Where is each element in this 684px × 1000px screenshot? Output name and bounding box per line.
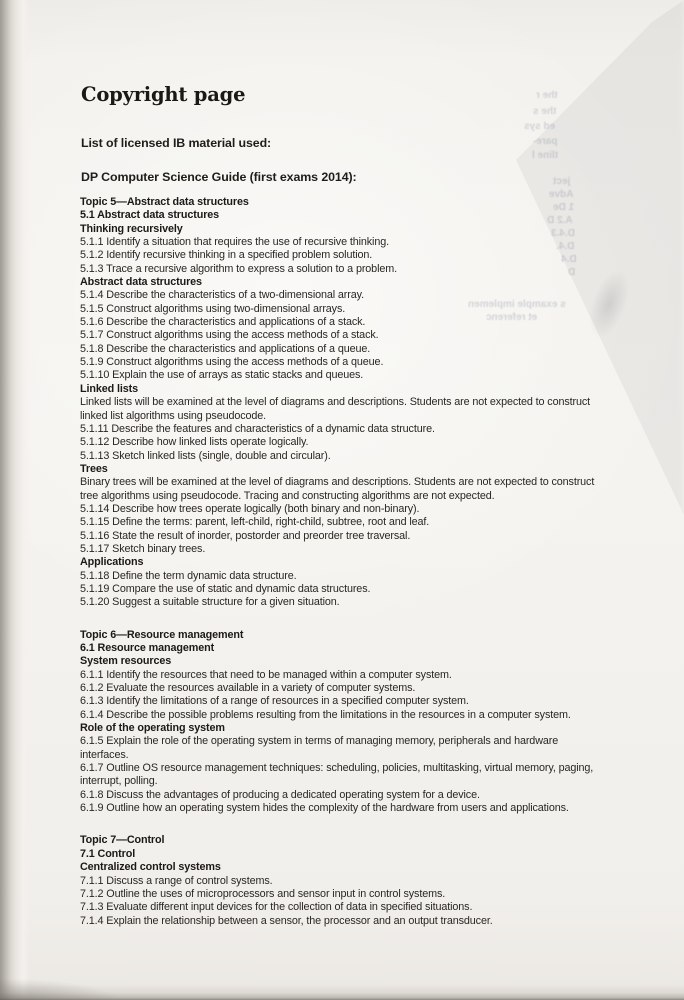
- document-line: 5.1.11 Describe the features and characteristics of a dynamic data structure.: [80, 422, 435, 435]
- bleedthrough-text: the s: [533, 106, 557, 117]
- row-gap: [80, 610, 680, 629]
- document-line: 5.1.15 Define the terms: parent, left-child, right-child, subtree, root and leaf.: [80, 516, 430, 529]
- document-line: 5.1.10 Explain the use of arrays as static stacks and queues.: [80, 369, 364, 382]
- document-line: 5.1.3 Trace a recursive algorithm to express a solution to a problem.: [80, 262, 397, 275]
- document-line: tree algorithms using pseudocode. Tracing and constructing algorithms are not expected.: [80, 489, 495, 502]
- document-line: 5.1.18 Define the term dynamic data structure.: [80, 569, 297, 582]
- document-line: 5.1.5 Construct algorithms using two-dimensional arrays.: [80, 302, 346, 315]
- document-line: Topic 6—Resource management: [80, 628, 244, 641]
- document-line: Binary trees will be examined at the level of diagrams and descriptions. Students are not expected to construct: [80, 476, 595, 489]
- document-line: 6.1.1 Identify the resources that need to be managed within a computer system.: [80, 668, 452, 681]
- document-line: 6.1.4 Describe the possible problems resulting from the limitations in the resources in a computer system.: [80, 708, 571, 721]
- document-line: 7.1.2 Outline the uses of microprocessors and sensor input in control systems.: [80, 887, 446, 900]
- document-line: Linked lists will be examined at the level of diagrams and descriptions. Students are not expected to construct: [80, 396, 591, 409]
- bleedthrough-text: the r: [536, 90, 558, 101]
- document-line: 6.1.3 Identify the limitations of a range of resources in a specified computer system.: [80, 695, 469, 708]
- document-line: Trees: [80, 462, 108, 475]
- document-line: linked list algorithms using pseudocode.: [80, 409, 267, 422]
- bleedthrough-text: D: [568, 267, 576, 278]
- document-line: 6.1 Resource management: [80, 642, 215, 654]
- document-line: 5.1.16 State the result of inorder, postorder and preorder tree traversal.: [80, 529, 411, 542]
- bleedthrough-text: 1 De: [553, 202, 575, 213]
- document-line: 7.1 Control: [80, 847, 136, 860]
- bleedthrough-text: s example implemen: [468, 299, 566, 310]
- document-line: 5.1.4 Describe the characteristics of a two-dimensional array.: [80, 289, 365, 302]
- document-line: 5.1.13 Sketch linked lists (single, double and circular).: [80, 449, 331, 462]
- page-title: Copyright page: [81, 83, 246, 106]
- document-line: 6.1.7 Outline OS resource management techniques: scheduling, policies, multitasking, virtual memory, paging,: [80, 762, 594, 775]
- document-line: Linked lists: [80, 382, 138, 395]
- document-line: Topic 5—Abstract data structures: [80, 196, 249, 208]
- bleedthrough-text: et referenc: [486, 312, 538, 323]
- document-line: 6.1.2 Evaluate the resources available in a variety of computer systems.: [80, 682, 416, 695]
- document-line: Abstract data structures: [80, 276, 202, 289]
- bleedthrough-text: D.4.3: [551, 228, 575, 239]
- document-line: 5.1.12 Describe how linked lists operate logically.: [80, 436, 309, 449]
- document-line: interfaces.: [80, 748, 129, 761]
- bleedthrough-text: D.4: [561, 254, 577, 265]
- document-line: 7.1.4 Explain the relationship between a sensor, the processor and an output transducer.: [80, 914, 493, 927]
- bleedthrough-text: D.4.: [556, 241, 575, 252]
- row-gap: [80, 815, 680, 834]
- document-line: 7.1.1 Discuss a range of control systems.: [80, 874, 273, 887]
- bleedthrough-text: ed sys: [524, 121, 556, 132]
- document-line: 6.1.5 Explain the role of the operating system in terms of managing memory, peripherals and hardware: [80, 735, 559, 748]
- document-line: Thinking recursively: [80, 222, 183, 235]
- list-heading: List of licensed IB material used:: [81, 136, 272, 150]
- bleedthrough-text: Adve: [549, 189, 574, 200]
- document-line: 5.1.14 Describe how trees operate logically (both binary and non-binary).: [80, 502, 420, 515]
- document-line: 6.1.9 Outline how an operating system hides the complexity of the hardware from users and applications.: [80, 802, 569, 815]
- document-line: 5.1.7 Construct algorithms using the access methods of a stack.: [80, 329, 379, 342]
- document-line: Role of the operating system: [80, 722, 225, 735]
- bleedthrough-text: A.2 D: [547, 215, 573, 226]
- document-line: 5.1.9 Construct algorithms using the access methods of a queue.: [80, 356, 384, 369]
- bleedthrough-text: pare-: [533, 136, 558, 147]
- document-line: Applications: [80, 556, 144, 569]
- spine-shadow: [0, 0, 30, 1000]
- document-line: 5.1.17 Sketch binary trees.: [80, 542, 206, 555]
- document-line: 5.1.2 Identify recursive thinking in a specified problem solution.: [80, 249, 373, 262]
- syllabus-lines: [80, 196, 680, 928]
- document-line: 5.1.20 Suggest a suitable structure for a given situation.: [80, 596, 340, 609]
- document-line: System resources: [80, 655, 172, 668]
- document-line: 5.1 Abstract data structures: [80, 209, 220, 222]
- document-line: 5.1.19 Compare the use of static and dynamic data structures.: [80, 582, 371, 595]
- document-line: 7.1.3 Evaluate different input devices for the collection of data in specified situations.: [80, 901, 473, 914]
- bleedthrough-text: ject: [553, 176, 571, 187]
- bleedthrough-text: tline l: [532, 150, 559, 161]
- document-line: 6.1.8 Discuss the advantages of producing a dedicated operating system for a device.: [80, 788, 480, 801]
- document-line: Topic 7—Control: [80, 834, 165, 847]
- bottom-left-corner-shadow: [0, 978, 120, 1000]
- document-line: Centralized control systems: [80, 861, 221, 874]
- document-line: interrupt, polling.: [80, 775, 158, 788]
- document-line: 5.1.8 Describe the characteristics and applications of a queue.: [80, 342, 371, 355]
- document-line: 5.1.1 Identify a situation that requires the use of recursive thinking.: [80, 236, 389, 249]
- guide-heading: DP Computer Science Guide (first exams 2014):: [81, 170, 357, 184]
- document-line: 5.1.6 Describe the characteristics and applications of a stack.: [80, 316, 366, 329]
